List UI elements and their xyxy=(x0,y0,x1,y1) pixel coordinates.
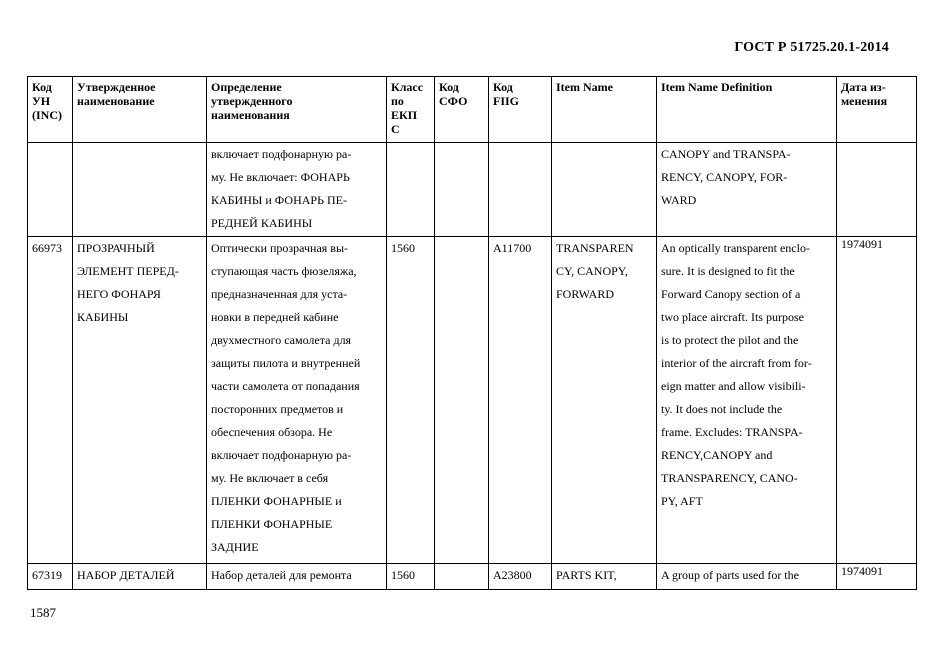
cell-code: 67319 xyxy=(28,564,73,590)
cell-definition: Набор деталей для ремонта xyxy=(207,564,387,590)
cell-sfo xyxy=(435,564,489,590)
cell-definition: включает подфонарную ра- му. Не включает: ФОНАРЬ КАБИНЫ и ФОНАРЬ ПЕ- РЕДНЕЙ КАБИНЫ xyxy=(207,143,387,237)
table-row xyxy=(28,237,917,564)
cell-date: 1974091 xyxy=(837,564,917,590)
table-header-row xyxy=(28,77,917,143)
column-header-class: Класс по ЕКП С xyxy=(387,77,435,143)
cell-item-definition: An optically transparent enclo- sure. It is designed to fit the Forward Canopy section of a two place aircraft. Its purpose is to protect the pilot and the interior of the aircraft from for- eign matter and allow visibili- ty. It does not include the frame. Excludes: TRANSPA- RENCY,CANOPY and TRANSPARENCY, CANO- PY, AFT xyxy=(657,237,837,564)
document-title: ГОСТ Р 51725.20.1-2014 xyxy=(734,40,889,55)
column-header-fiig: Код FIIG xyxy=(489,77,552,143)
cell-item-definition: CANOPY and TRANSPA- RENCY, CANOPY, FOR- WARD xyxy=(657,143,837,237)
column-header-name: Утвержденное наименование xyxy=(73,77,207,143)
column-header-sfo: Код СФО xyxy=(435,77,489,143)
cell-class: 1560 xyxy=(387,564,435,590)
column-header-definition: Определение утвержденного наименования xyxy=(207,77,387,143)
cell-sfo xyxy=(435,237,489,564)
item-names-table xyxy=(27,76,917,590)
cell-code xyxy=(28,143,73,237)
cell-date: 1974091 xyxy=(837,237,917,564)
table-row xyxy=(28,143,917,237)
cell-sfo xyxy=(435,143,489,237)
cell-fiig xyxy=(489,143,552,237)
cell-name: НАБОР ДЕТАЛЕЙ xyxy=(73,564,207,590)
column-header-code: Код УН (INC) xyxy=(28,77,73,143)
column-header-item-name: Item Name xyxy=(552,77,657,143)
cell-item-name: PARTS KIT, xyxy=(552,564,657,590)
cell-name: ПРОЗРАЧНЫЙ ЭЛЕМЕНТ ПЕРЕД- НЕГО ФОНАРЯ КАБИНЫ xyxy=(73,237,207,564)
column-header-date: Дата из- менения xyxy=(837,77,917,143)
page-number: 1587 xyxy=(30,605,56,620)
cell-code: 66973 xyxy=(28,237,73,564)
table-row xyxy=(28,564,917,590)
cell-date xyxy=(837,143,917,237)
cell-fiig: A11700 xyxy=(489,237,552,564)
cell-item-definition: A group of parts used for the xyxy=(657,564,837,590)
cell-item-name: TRANSPAREN CY, CANOPY, FORWARD xyxy=(552,237,657,564)
cell-class: 1560 xyxy=(387,237,435,564)
cell-name xyxy=(73,143,207,237)
cell-definition: Оптически прозрачная вы- ступающая часть фюзеляжа, предназначенная для уста- новки в передней кабине двухместного самолета для защиты пилота и внутренней части самолета от попадания посторонних предметов и обеспечения обзора. Не включает подфонарную ра- му. Не включает в себя ПЛЕНКИ ФОНАРНЫЕ и ПЛЕНКИ ФОНАРНЫЕ ЗАДНИЕ xyxy=(207,237,387,564)
column-header-item-definition: Item Name Definition xyxy=(657,77,837,143)
cell-class xyxy=(387,143,435,237)
cell-item-name xyxy=(552,143,657,237)
cell-fiig: A23800 xyxy=(489,564,552,590)
